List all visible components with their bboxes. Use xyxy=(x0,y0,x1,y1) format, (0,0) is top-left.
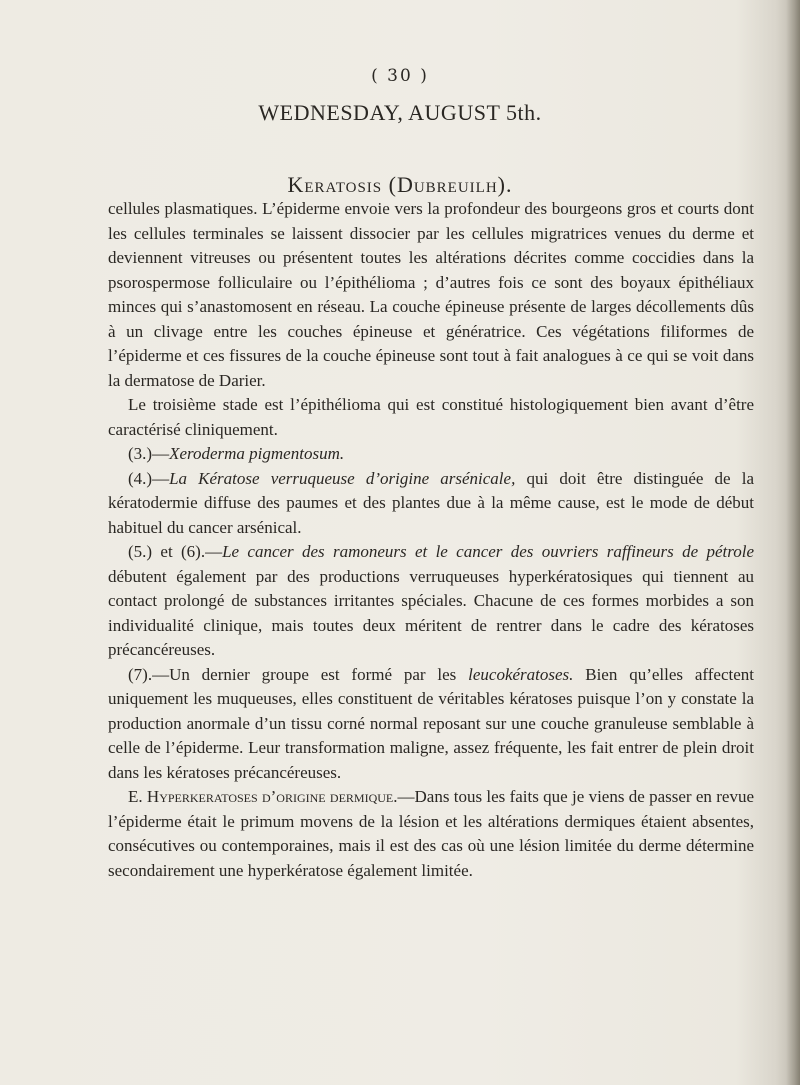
item-4-number: (4.)— xyxy=(128,468,170,488)
item-5-6-title: Le cancer des ramoneurs et le cancer des ouvriers raffineurs de pétrole xyxy=(222,542,754,561)
item-3-title: Xeroderma pigmentosum. xyxy=(169,444,345,463)
section-title: Keratosis (Dubreuilh). xyxy=(287,172,513,197)
body-text xyxy=(108,197,754,883)
section-e-heading: E. Hyperkeratoses d’origine dermique. xyxy=(128,787,398,806)
paragraph-section-e xyxy=(108,785,754,883)
paragraph-item-5-6 xyxy=(108,540,754,663)
paragraph-item-7 xyxy=(108,663,754,786)
item-4-text: qui doit être distinguée de la kératodermie diffuse des paumes et des plantes due à la même cause, est le mode de début habituel du cancer arsénical. xyxy=(108,468,755,537)
item-7-title: leucokératoses. xyxy=(468,664,574,684)
date-heading: WEDNESDAY, AUGUST 5th. xyxy=(258,100,542,125)
item-5-6-text: débutent également par des productions verruqueuses hyperkératosiques qui tiennent au contact prolongé de substances irritantes spéciales. Chacune de ces formes morbides a son individualité clinique, mais toutes deux méritent de rentrer dans le cadre des kératoses précancéreuses. xyxy=(108,566,754,659)
page-number: ( 30 ) xyxy=(371,66,429,86)
page-edge-shadow xyxy=(786,0,800,1085)
item-4-title: La Kératose verruqueuse d’origine arsénicale, xyxy=(169,468,516,488)
item-5-6-number: (5.) et (6).— xyxy=(128,542,223,561)
item-7-text: Bien qu’elles affectent uniquement les muqueuses, elles constituent de véritables kératoses puisque l’on y constate la production anormale d’un tissu corné normal reposant sur une couche granuleuse semblable à celle de l’épiderme. Leur transformation maligne, assez fréquente, les fait entrer de plein droit dans les kératoses précancéreuses. xyxy=(108,664,754,782)
section-e-text: —Dans tous les faits que je viens de passer en revue l’épiderme était le primum movens de la lésion et les altérations dermiques étaient absentes, consécutives ou contemporaines, mais il est des cas où une lésion limitée du derme détermine secondairement une hyperkératose également limitée. xyxy=(108,787,754,880)
paragraph-item-4 xyxy=(108,467,754,541)
item-3-number: (3.)— xyxy=(128,444,170,463)
paragraph-item-3 xyxy=(108,442,754,467)
paragraph-third-stage: Le troisième stade est l’épithélioma qui est constitué histologiquement bien avant d’être caractérisé cliniquement. xyxy=(108,395,754,439)
item-7-number: (7).—Un dernier groupe est formé par les xyxy=(128,664,469,684)
paragraph-continuation: cellules plasmatiques. L’épiderme envoie vers la profondeur des bourgeons gros et courts dont les cellules terminales se laissent dissocier par les cellules migratrices venues du derme et deviennent vitreuses ou présentent toutes les altérations décrites comme coccidies dans la psorospermose folliculaire ou l’épithélioma ; d’autres fois ce sont des boyaux épithéliaux minces qui s’anastomosent en réseau. La couche épineuse présente de larges décollements dûs à un clivage entre les couches épineuse et génératrice. Ces végétations filiformes de l’épiderme et ces fissures de la couche épineuse sont tout à fait analogues à ce qui se voit dans la dermatose de Darier. xyxy=(108,199,754,390)
